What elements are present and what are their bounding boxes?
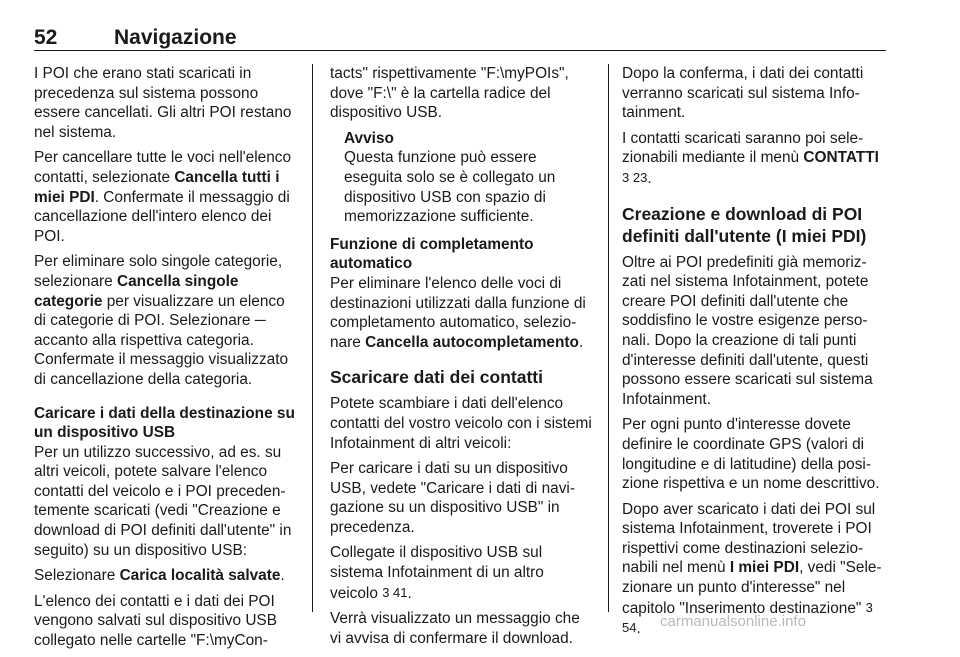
text: . [407,584,412,602]
text: . [280,567,285,585]
menu-option: Cancella tutti i miei PDI [34,168,280,206]
note-title: Avviso [344,129,394,147]
section-heading: Creazione e download di POI definiti dall'utente (I miei PDI) [622,203,867,246]
text: . [578,333,584,351]
page-reference: 3 23 [622,169,648,185]
column-divider [312,64,313,612]
paragraph [34,252,299,389]
menu-option: I miei PDI [729,559,800,577]
menu-option: Carica località salvate [119,567,281,585]
header-rule [34,50,886,51]
text: Per eliminare solo singole categorie, selezionare [34,253,283,290]
paragraph: tacts" rispettivamente "F:\myPOIs", dove "F:\" è la cartella radice del dispositivo USB. [330,65,569,122]
page-reference: 3 54 [622,599,873,636]
section-heading: Scaricare dati dei contatti [330,367,543,388]
paragraph: Per un utilizzo successivo, ad es. su altri veicoli, potete salvare l'elenco contatti del veicolo e i POI preceden- temente scaricati (vedi "Creazione e download di POI definiti dall'utente" in seguito) su un dispositivo USB: [34,443,292,559]
text: Per eliminare l'elenco delle voci di destinazioni utilizzati dalla funzione di completamento automatico, selezio- nare [330,274,586,351]
paragraph [34,566,299,586]
paragraph: Per ogni punto d'interesse dovete definire le coordinate GPS (valori di longitudine e di latitudine) della posi- zione rispettiva e un nome descrittivo. [622,416,880,493]
paragraph: Verrà visualizzato un messaggio che vi avvisa di confermare il download. [330,610,580,647]
subheading: Caricare i dati della destinazione su un dispositivo USB [34,404,295,442]
menu-option: Cancella singole categorie [34,272,239,310]
menu-option: CONTATTI [803,149,879,167]
text: . [636,620,641,638]
menu-option: Cancella autocompletamento [365,333,579,351]
page-reference: 3 41 [382,584,408,600]
note-box [344,129,595,227]
column-1 [34,64,299,657]
column-divider [608,64,609,612]
paragraph: Per caricare i dati su un dispositivo USB, vedete "Caricare i dati di navi- gazione su un dispositivo USB" in precedenza. [330,460,575,536]
text: Dopo aver scaricato i dati dei POI sul sistema Infotainment, troverete i POI rispettivi come destinazioni selezio- nabili nel menù [622,500,876,577]
paragraph [34,148,299,246]
paragraph [330,274,595,352]
paragraph: Dopo la conferma, i dati dei contatti verranno scaricati sul sistema Info- tainment. [622,65,864,122]
text: Selezionare [34,567,120,585]
text: Per cancellare tutte le voci nell'elenco contatti, selezionate [34,149,292,186]
text: . [647,169,652,187]
text: Collegate il dispositivo USB sul sistema Infotainment di un altro veicolo [330,544,544,602]
note-text: Questa funzione può essere eseguita solo se è collegato un dispositivo USB con spazio di memorizzazione sufficiente. [344,149,556,226]
watermark: carmanualsonline.info [660,613,806,630]
text: I contatti scaricati saranno poi sele- zionabili mediante il menù [622,129,864,167]
paragraph: Oltre ai POI predefiniti già memoriz- zati nel sistema Infotainment, potete creare POI definiti dall'utente che soddisfino le vostre esigenze perso- nali. Dopo la creazione di tali punti d'interesse definiti dall'utente, questi possono essere scaricati sul sistema Infotainment. [622,253,873,408]
text: per visualizzare un elenco di categorie di POI. Selezionare ─ accanto alla rispettiva categoria. Confermate il messaggio visualizzato di cancellazione della categoria. [34,292,289,388]
paragraph [622,129,887,189]
page-number: 52 [34,26,58,49]
chapter-title: Navigazione [114,26,237,49]
column-3 [622,64,887,645]
paragraph: Potete scambiare i dati dell'elenco contatti del vostro veicolo con i sistemi Infotainment di altri veicoli: [330,395,592,452]
paragraph: I POI che erano stati scaricati in precedenza sul sistema possono essere cancellati. Gli altri POI restano nel sistema. [34,65,292,141]
paragraph: L'elenco dei contatti e i dati dei POI vengono salvati sul dispositivo USB collegato nelle cartelle "F:\myCon- [34,592,277,650]
text: , vedi "Sele- zionare un punto d'interesse" nel capitolo "Inserimento destinazione" [622,559,882,617]
paragraph [330,543,595,603]
column-2 [330,64,595,654]
subheading: Funzione di completamento automatico [330,235,534,273]
text: . Confermate il messaggio di cancellazione dell'intero elenco dei POI. [34,188,290,245]
